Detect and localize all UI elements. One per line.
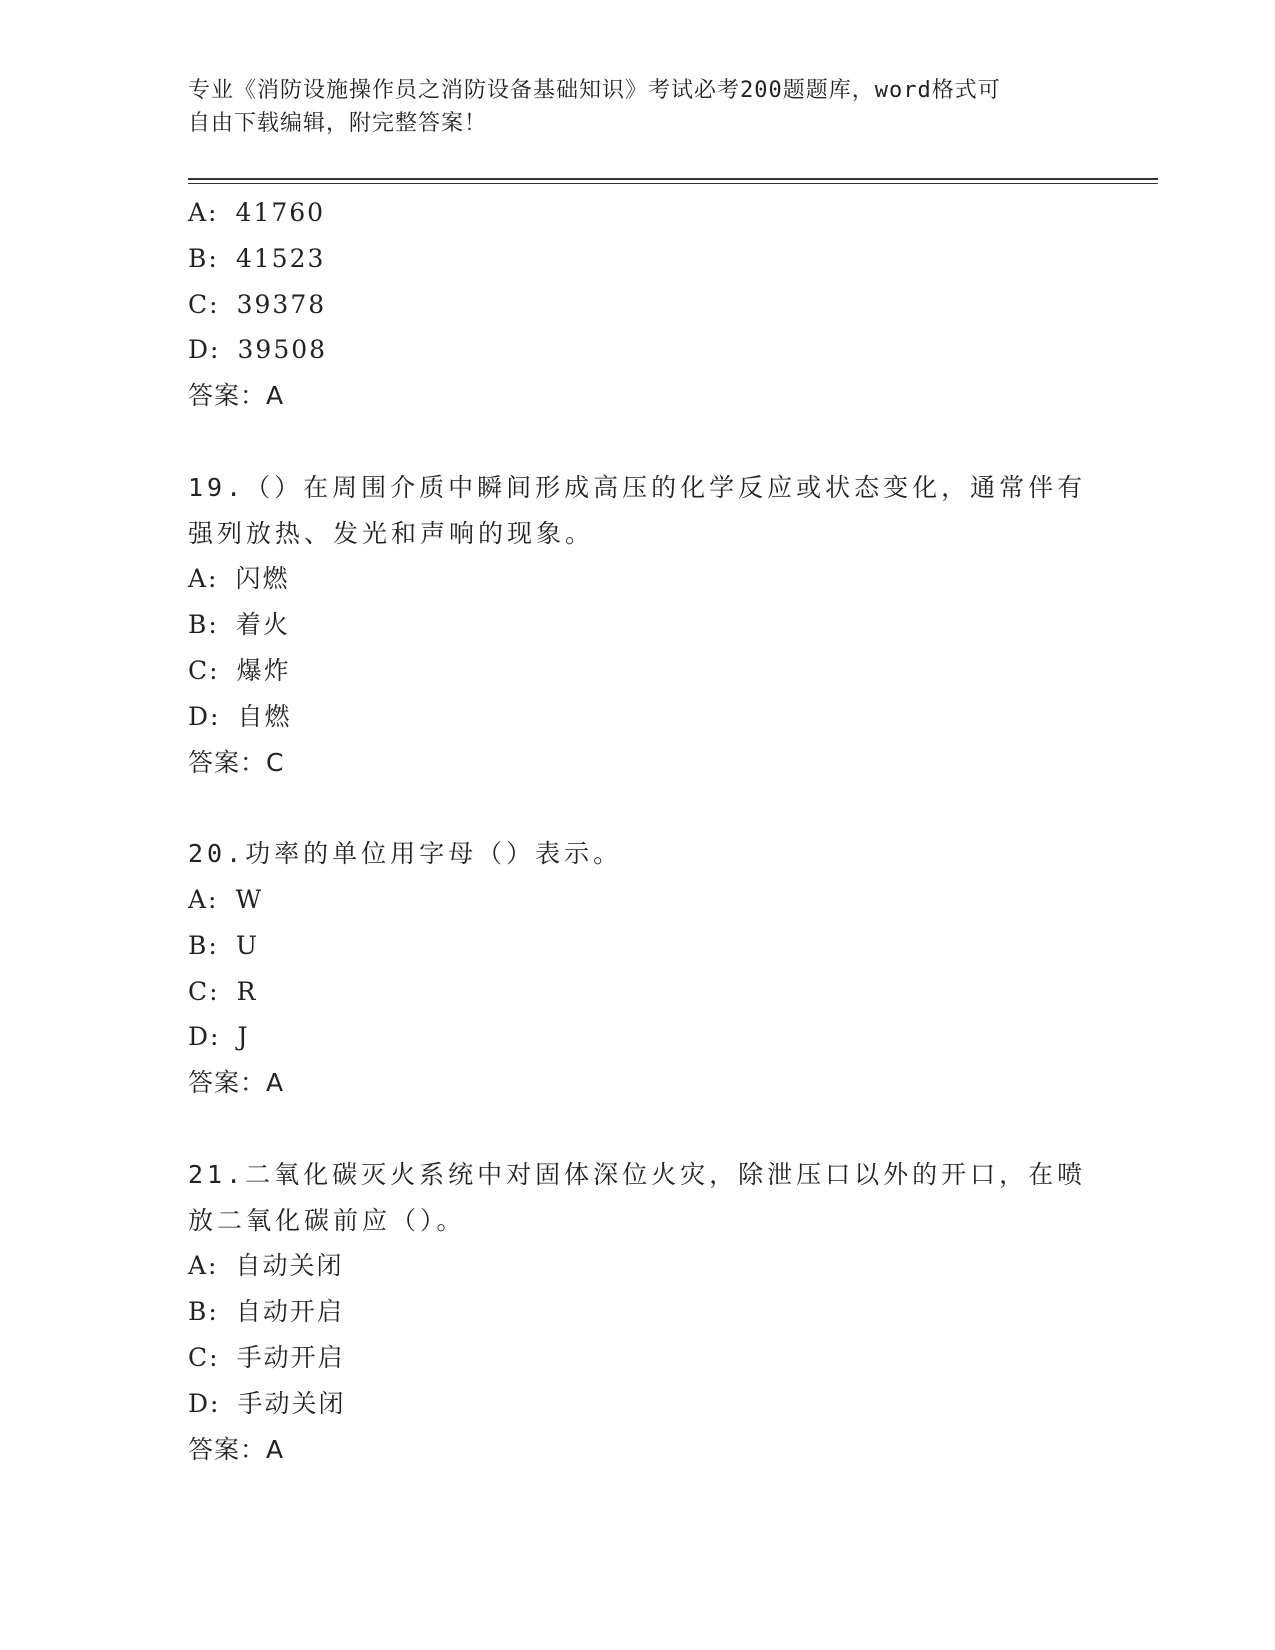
option-c <box>188 282 1088 328</box>
question-18 <box>188 190 1088 419</box>
option-text: 闪燃 <box>235 564 290 594</box>
option-text: U <box>235 930 259 960</box>
option-letter: D: <box>188 1388 221 1418</box>
option-b <box>188 1289 1088 1335</box>
option-a <box>188 1243 1088 1289</box>
option-text: R <box>236 976 258 1006</box>
option-letter: A: <box>188 884 219 914</box>
option-text: 39508 <box>237 335 328 365</box>
option-d <box>188 1014 1088 1060</box>
spacer <box>188 1106 1088 1152</box>
spacer <box>188 419 1088 465</box>
question-text-line-1: 21.二氧化碳灭火系统中对固体深位火灾，除泄压口以外的开口，在喷 <box>188 1159 1087 1189</box>
option-letter: D: <box>188 335 221 365</box>
option-b <box>188 923 1088 969</box>
option-text: 41760 <box>235 198 326 227</box>
option-c <box>188 969 1088 1015</box>
option-a <box>188 190 1088 236</box>
header-title-line-1: 专业《消防设施操作员之消防设备基础知识》考试必考200题题库，word格式可 <box>188 78 1001 103</box>
option-c <box>188 1335 1088 1381</box>
option-text: W <box>235 884 264 914</box>
option-d <box>188 327 1088 373</box>
question-text-line-1: 20.功率的单位用字母（）表示。 <box>188 839 623 869</box>
question-20 <box>188 831 1088 1106</box>
question-19 <box>188 465 1088 786</box>
option-c <box>188 648 1088 694</box>
option-b <box>188 236 1088 282</box>
option-letter: D: <box>188 1022 221 1052</box>
option-text: 自动关闭 <box>235 1251 344 1281</box>
option-text: 自动开启 <box>235 1297 344 1327</box>
option-letter: B: <box>188 930 219 960</box>
answer-line: 答案：A <box>188 1434 285 1464</box>
answer-line: 答案：C <box>188 747 285 777</box>
option-letter: C: <box>188 289 220 319</box>
answer-line: 答案：A <box>188 1068 285 1098</box>
option-letter: C: <box>188 976 220 1006</box>
question-21 <box>188 1152 1088 1473</box>
header-divider-thick <box>188 178 1158 180</box>
option-letter: D: <box>188 701 221 731</box>
question-text-line-1: 19.（）在周围介质中瞬间形成高压的化学反应或状态变化，通常伴有 <box>188 472 1087 502</box>
question-list <box>188 190 1088 1472</box>
option-letter: B: <box>188 1297 219 1327</box>
question-text-line-2: 放二氧化碳前应（）。 <box>188 1205 466 1235</box>
option-d <box>188 694 1088 740</box>
option-letter: A: <box>188 1251 219 1281</box>
option-a <box>188 877 1088 923</box>
option-text: 爆炸 <box>236 655 291 685</box>
option-text: 自燃 <box>237 701 292 731</box>
option-b <box>188 602 1088 648</box>
document-header <box>188 74 1088 140</box>
option-d <box>188 1381 1088 1427</box>
option-letter: A: <box>188 564 219 594</box>
option-text: J <box>237 1022 250 1052</box>
option-a <box>188 556 1088 602</box>
header-title-line-2: 自由下载编辑，附完整答案！ <box>188 111 488 136</box>
option-text: 41523 <box>235 243 326 273</box>
option-letter: B: <box>188 243 219 273</box>
answer-line: 答案：A <box>188 381 285 411</box>
option-letter: C: <box>188 1342 220 1372</box>
question-text-line-2: 强列放热、发光和声响的现象。 <box>188 518 595 548</box>
spacer <box>188 785 1088 831</box>
option-letter: B: <box>188 610 219 640</box>
option-letter: A: <box>188 198 219 227</box>
option-text: 39378 <box>236 289 327 319</box>
option-letter: C: <box>188 655 220 685</box>
option-text: 手动开启 <box>236 1342 345 1372</box>
option-text: 着火 <box>235 610 290 640</box>
header-divider-thin <box>188 183 1158 184</box>
option-text: 手动关闭 <box>237 1388 346 1418</box>
